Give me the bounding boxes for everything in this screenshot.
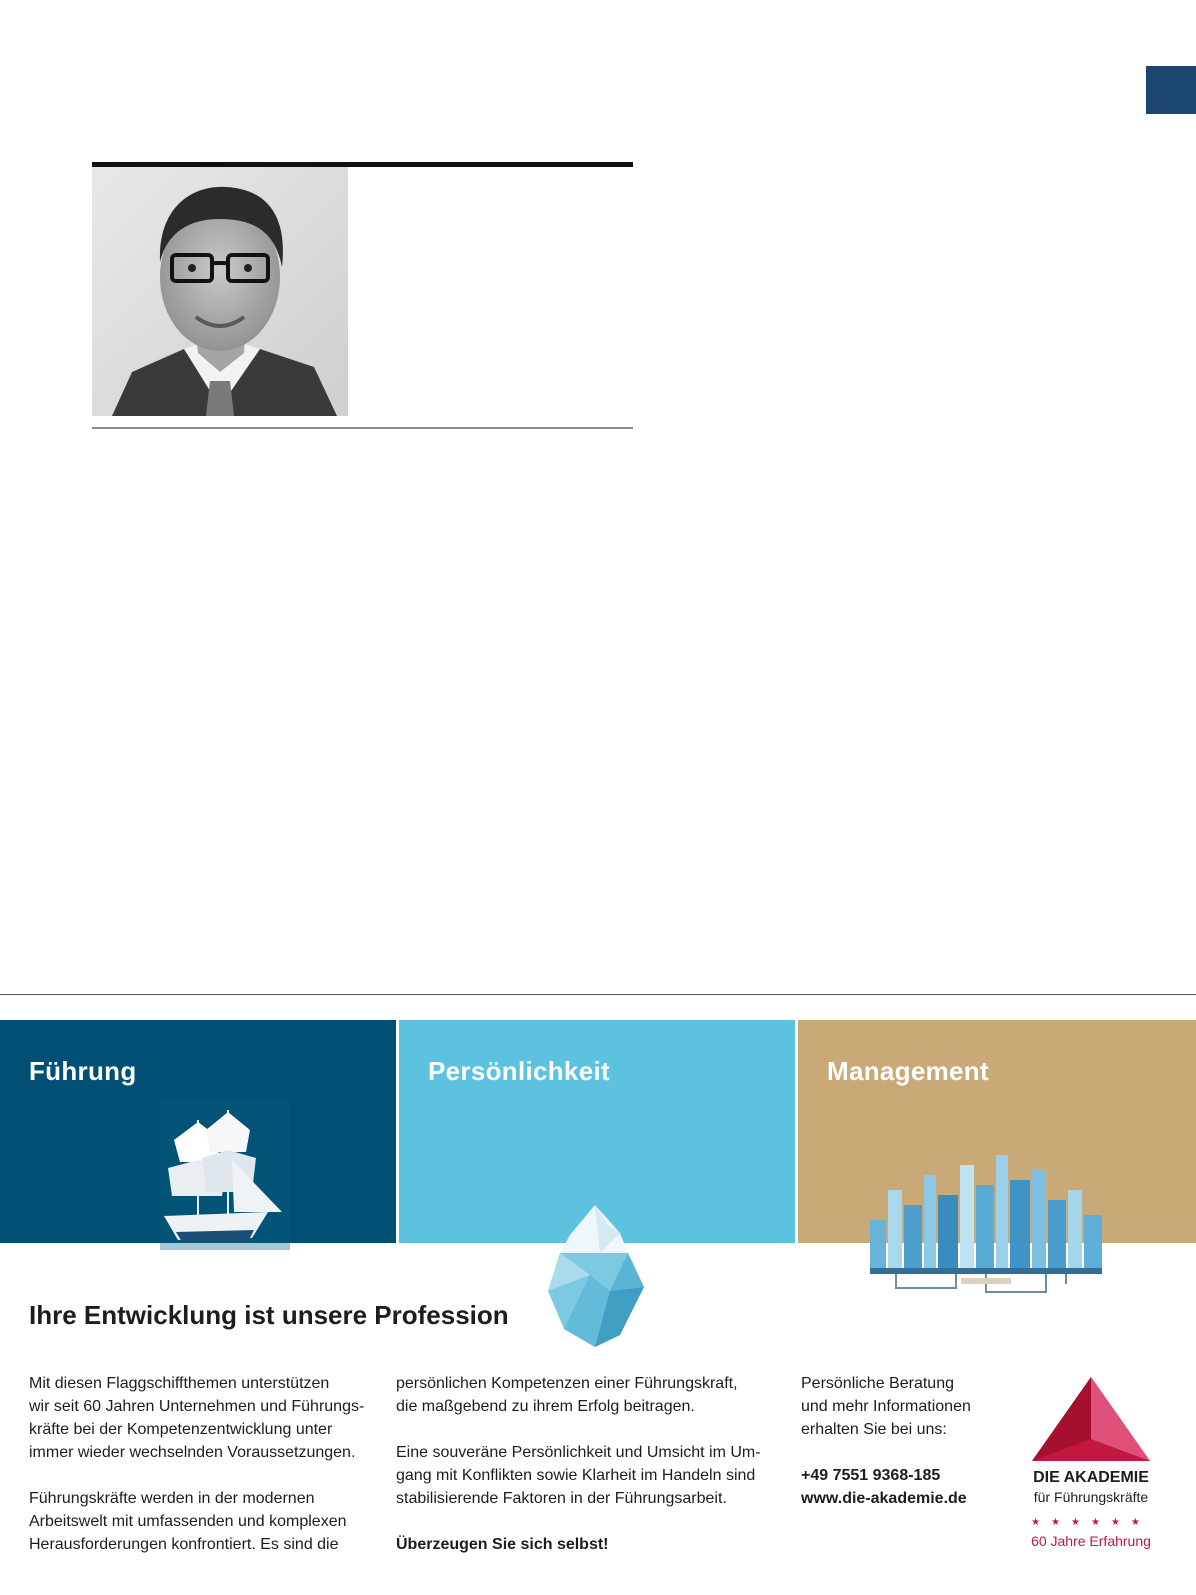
paragraph xyxy=(801,1372,1001,1441)
text-column-1 xyxy=(29,1372,389,1556)
logo-tagline: 60 Jahre Erfahrung xyxy=(1031,1533,1151,1549)
text-line: Führungskräfte werden in der modernen xyxy=(29,1490,315,1507)
text-line: Mit diesen Flaggschiffthemen unterstützen xyxy=(29,1375,330,1392)
paragraph xyxy=(396,1372,786,1418)
text-line: die maßgebend zu ihrem Erfolg beitragen. xyxy=(396,1398,695,1415)
panel-fuehrung xyxy=(0,1020,396,1243)
paragraph xyxy=(29,1487,389,1556)
bottom-rule xyxy=(92,427,633,429)
text-line: gang mit Konflikten sowie Klarheit im Handeln sind xyxy=(396,1467,756,1484)
logo-stars: ★★★★★★ xyxy=(1031,1517,1151,1528)
panel-title-persoenlichkeit: Persönlichkeit xyxy=(428,1056,610,1086)
corner-tab xyxy=(1146,66,1196,114)
contact xyxy=(801,1464,1001,1510)
sailing-ship-icon xyxy=(150,1100,290,1250)
text-column-2 xyxy=(396,1372,786,1556)
text-line: wir seit 60 Jahren Unternehmen und Führungs- xyxy=(29,1398,365,1415)
text-line: Eine souveräne Persönlichkeit und Umsicht im Um- xyxy=(396,1444,761,1461)
portrait-photo xyxy=(92,167,348,416)
ad-divider xyxy=(0,994,1196,995)
panel-title-fuehrung: Führung xyxy=(29,1056,137,1086)
call-to-action: Überzeugen Sie sich selbst! xyxy=(396,1536,609,1553)
triangle-logo-icon xyxy=(1026,1373,1156,1465)
paragraph xyxy=(29,1372,389,1464)
ad-headline: Ihre Entwicklung ist unsere Profession xyxy=(29,1300,509,1330)
text-line: Arbeitswelt mit umfassenden und komplexen xyxy=(29,1513,347,1530)
iceberg-icon xyxy=(540,1195,650,1350)
text-line: erhalten Sie bei uns: xyxy=(801,1421,947,1438)
text-line: Persönliche Beratung xyxy=(801,1375,954,1392)
text-line: Herausforderungen konfrontiert. Es sind die xyxy=(29,1536,339,1553)
logo-title: DIE AKADEMIE xyxy=(1033,1469,1149,1486)
text-line: stabilisierende Faktoren in der Führungsarbeit. xyxy=(396,1490,727,1507)
logo-subtitle: für Führungskräfte xyxy=(1033,1489,1149,1505)
akademie-logo xyxy=(1026,1373,1156,1553)
panel-title-management: Management xyxy=(827,1056,989,1086)
city-skyline-icon xyxy=(866,1150,1116,1295)
paragraph xyxy=(396,1441,786,1510)
text-line: persönlichen Kompetenzen einer Führungskraft, xyxy=(396,1375,738,1392)
website-link[interactable]: www.die-akademie.de xyxy=(801,1490,967,1507)
text-line: und mehr Informationen xyxy=(801,1398,971,1415)
text-line: immer wieder wechselnden Voraussetzungen. xyxy=(29,1444,356,1461)
text-line: kräfte bei der Kompetenzentwicklung unter xyxy=(29,1421,333,1438)
text-column-3 xyxy=(801,1372,1001,1510)
phone-number[interactable]: +49 7551 9368-185 xyxy=(801,1467,941,1484)
